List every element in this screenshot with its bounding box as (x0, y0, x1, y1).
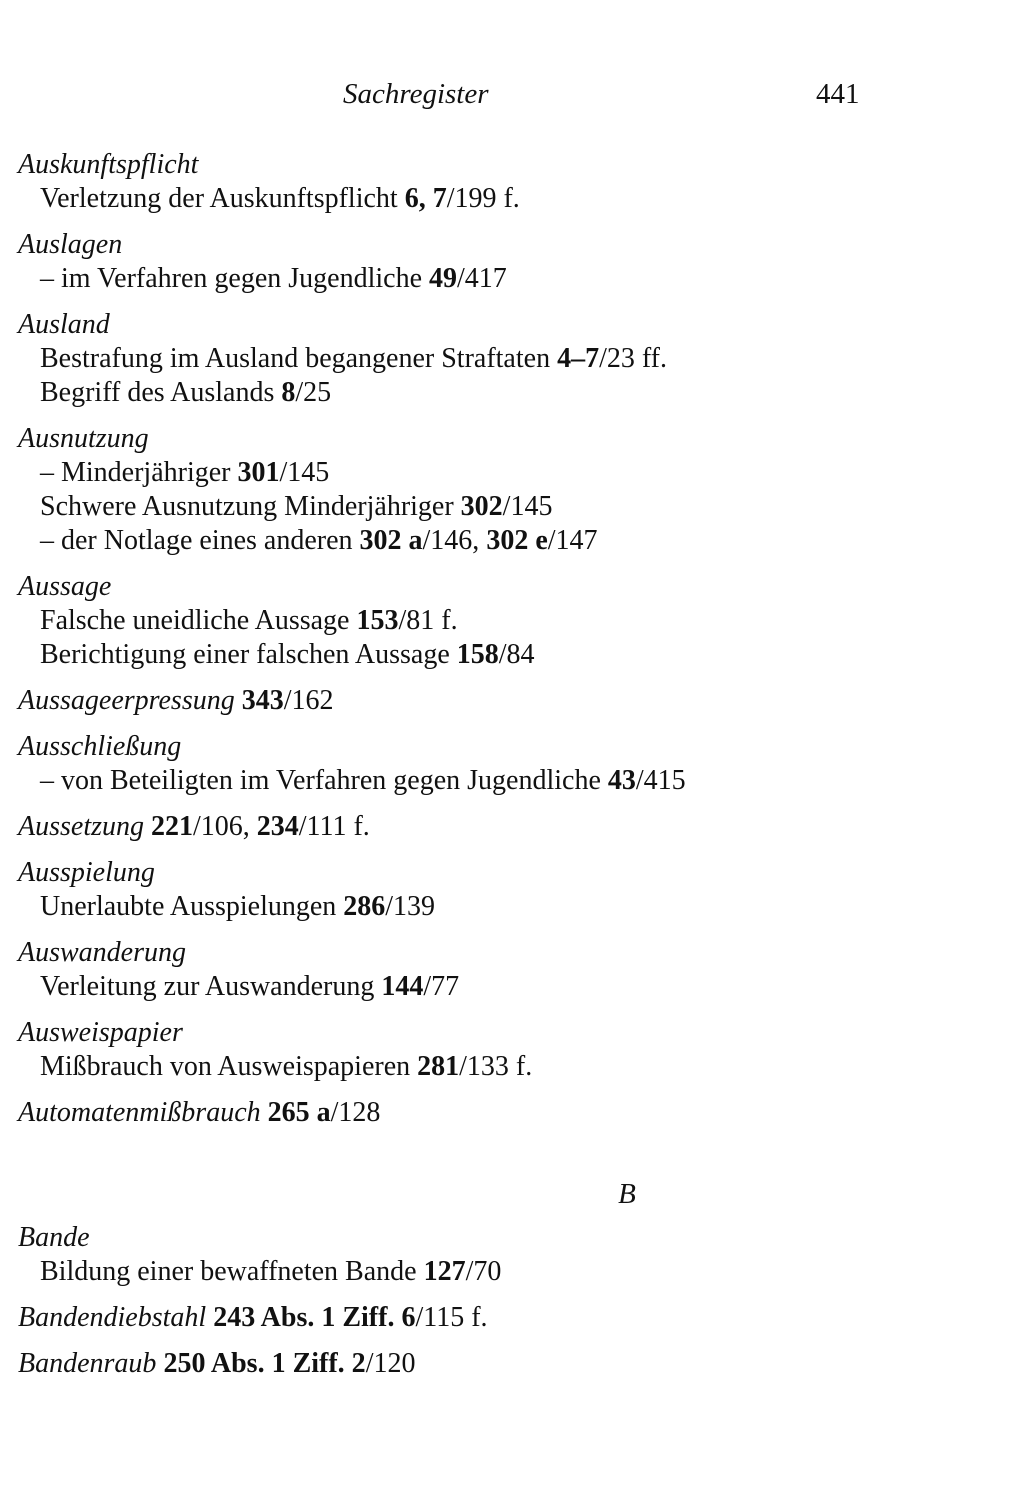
subentry-text: Berichtigung einer falschen Aussage (40, 639, 450, 670)
index-subentry (14, 890, 1004, 924)
index-subentry (14, 638, 1004, 672)
index-term: Aussage (18, 571, 112, 602)
ref-section: 153 (356, 605, 399, 636)
ref-section: 6, 7 (404, 183, 447, 214)
index-subentry (14, 376, 1004, 410)
ref-section: 221 (151, 811, 193, 842)
index-term: Auslagen (18, 229, 123, 260)
ref-section: 302 (460, 491, 503, 522)
ref-section: 49 (429, 263, 458, 294)
ref-section: 158 (456, 639, 499, 670)
ref-page: /111 f. (298, 811, 370, 842)
subentry-text: Bestrafung im Ausland begangener Straftaten (40, 343, 551, 374)
ref-section: 301 (237, 457, 280, 488)
index-term: Aussetzung (18, 811, 144, 842)
index-entry (14, 1347, 1004, 1381)
ref-page: /417 (457, 263, 507, 294)
index-term: Ausland (18, 309, 110, 340)
ref-section: 234 (256, 811, 299, 842)
index-subentry (14, 490, 1004, 524)
index-subentry (14, 342, 1004, 376)
index-subentry (14, 262, 1004, 296)
index-term: Auswanderung (18, 937, 186, 968)
ref-section: 281 (417, 1051, 460, 1082)
index-term-with-ref (14, 1301, 1004, 1335)
ref-section: 265 a (267, 1097, 331, 1128)
ref-page: /133 f. (459, 1051, 533, 1082)
index-term: Ausspielung (18, 857, 155, 888)
ref-page: /106, (193, 811, 250, 842)
subentry-text: Schwere Ausnutzung Minderjähriger (40, 491, 454, 522)
ref-page: /147 (547, 525, 598, 556)
ref-section: 286 (343, 891, 386, 922)
subentry-text: Mißbrauch von Ausweispapieren (40, 1051, 411, 1082)
page-header-title: Sachregister (343, 78, 489, 110)
subentry-text: Verleitung zur Auswanderung (40, 971, 375, 1002)
index-entry (14, 148, 1004, 216)
ref-section: 144 (381, 971, 424, 1002)
index-entry (14, 936, 1004, 1004)
ref-page: /25 (295, 377, 332, 408)
subentry-text: Falsche uneidliche Aussage (40, 605, 350, 636)
subentry-text: Verletzung der Auskunftspflicht (40, 183, 398, 214)
index-entry (14, 1096, 1004, 1130)
index-term: Automatenmißbrauch (18, 1097, 261, 1128)
ref-section: 302 a (359, 525, 423, 556)
subentry-text: Bildung einer bewaffneten Bande (40, 1256, 417, 1287)
index-entry (14, 730, 1004, 798)
subentry-text: – im Verfahren gegen Jugendliche (40, 263, 423, 294)
index-term-with-ref (14, 1347, 1004, 1381)
ref-section: 243 Abs. 1 Ziff. 6 (213, 1302, 416, 1333)
index-term: Ausweispapier (18, 1017, 183, 1048)
index-entry (14, 308, 1004, 410)
ref-page: /199 f. (446, 183, 520, 214)
index-subentry (14, 970, 1004, 1004)
ref-section: 343 (241, 685, 284, 716)
index-entry (14, 422, 1004, 558)
index-term-with-ref (14, 1096, 1004, 1130)
ref-section: 250 Abs. 1 Ziff. 2 (163, 1348, 366, 1379)
index-entry (14, 570, 1004, 672)
index-entry (14, 228, 1004, 296)
index-entry (14, 856, 1004, 924)
section-letter: B (618, 1178, 636, 1210)
index-term: Ausnutzung (18, 423, 149, 454)
subentry-text: – Minderjähriger (40, 457, 231, 488)
ref-section: 8 (281, 377, 296, 408)
index-term: Aussageerpressung (18, 685, 235, 716)
subentry-text: Begriff des Auslands (40, 377, 275, 408)
page-number: 441 (816, 78, 860, 110)
index-term: Bandenraub (18, 1348, 157, 1379)
index-subentry (14, 1255, 1004, 1289)
ref-page: /162 (283, 685, 334, 716)
index-term: Bandendiebstahl (18, 1302, 207, 1333)
ref-page: /146, (422, 525, 480, 556)
index-subentry (14, 604, 1004, 638)
subentry-text: Unerlaubte Ausspielungen (40, 891, 337, 922)
ref-page: /70 (465, 1256, 502, 1287)
ref-section: 302 e (486, 525, 548, 556)
index-subentry (14, 182, 1004, 216)
ref-page: /145 (279, 457, 330, 488)
index-term: Ausschließung (18, 731, 182, 762)
index-term: Auskunftspflicht (18, 149, 199, 180)
ref-page: /120 (365, 1348, 416, 1379)
subject-index (14, 148, 1004, 1393)
ref-page: /145 (502, 491, 553, 522)
index-entry (14, 1301, 1004, 1335)
ref-page: /23 ff. (599, 343, 667, 374)
ref-page: /139 (385, 891, 436, 922)
index-term-with-ref (14, 810, 1004, 844)
index-entry (14, 1016, 1004, 1084)
ref-page: /81 f. (398, 605, 458, 636)
index-entry (14, 810, 1004, 844)
ref-page: /128 (330, 1097, 381, 1128)
ref-section: 4–7 (557, 343, 600, 374)
ref-page: /77 (423, 971, 460, 1002)
index-entry (14, 684, 1004, 718)
index-term: Bande (18, 1222, 90, 1253)
index-subentry (14, 524, 1004, 558)
subentry-text: – von Beteiligten im Verfahren gegen Jugendliche (40, 765, 601, 796)
index-entry (14, 1221, 1004, 1289)
ref-page: /84 (498, 639, 535, 670)
index-subentry (14, 1050, 1004, 1084)
subentry-text: – der Notlage eines anderen (40, 525, 353, 556)
index-term-with-ref (14, 684, 1004, 718)
ref-page: /115 f. (415, 1302, 488, 1333)
ref-section: 43 (607, 765, 636, 796)
index-subentry (14, 456, 1004, 490)
ref-section: 127 (423, 1256, 466, 1287)
ref-page: /415 (635, 765, 686, 796)
index-subentry (14, 764, 1004, 798)
